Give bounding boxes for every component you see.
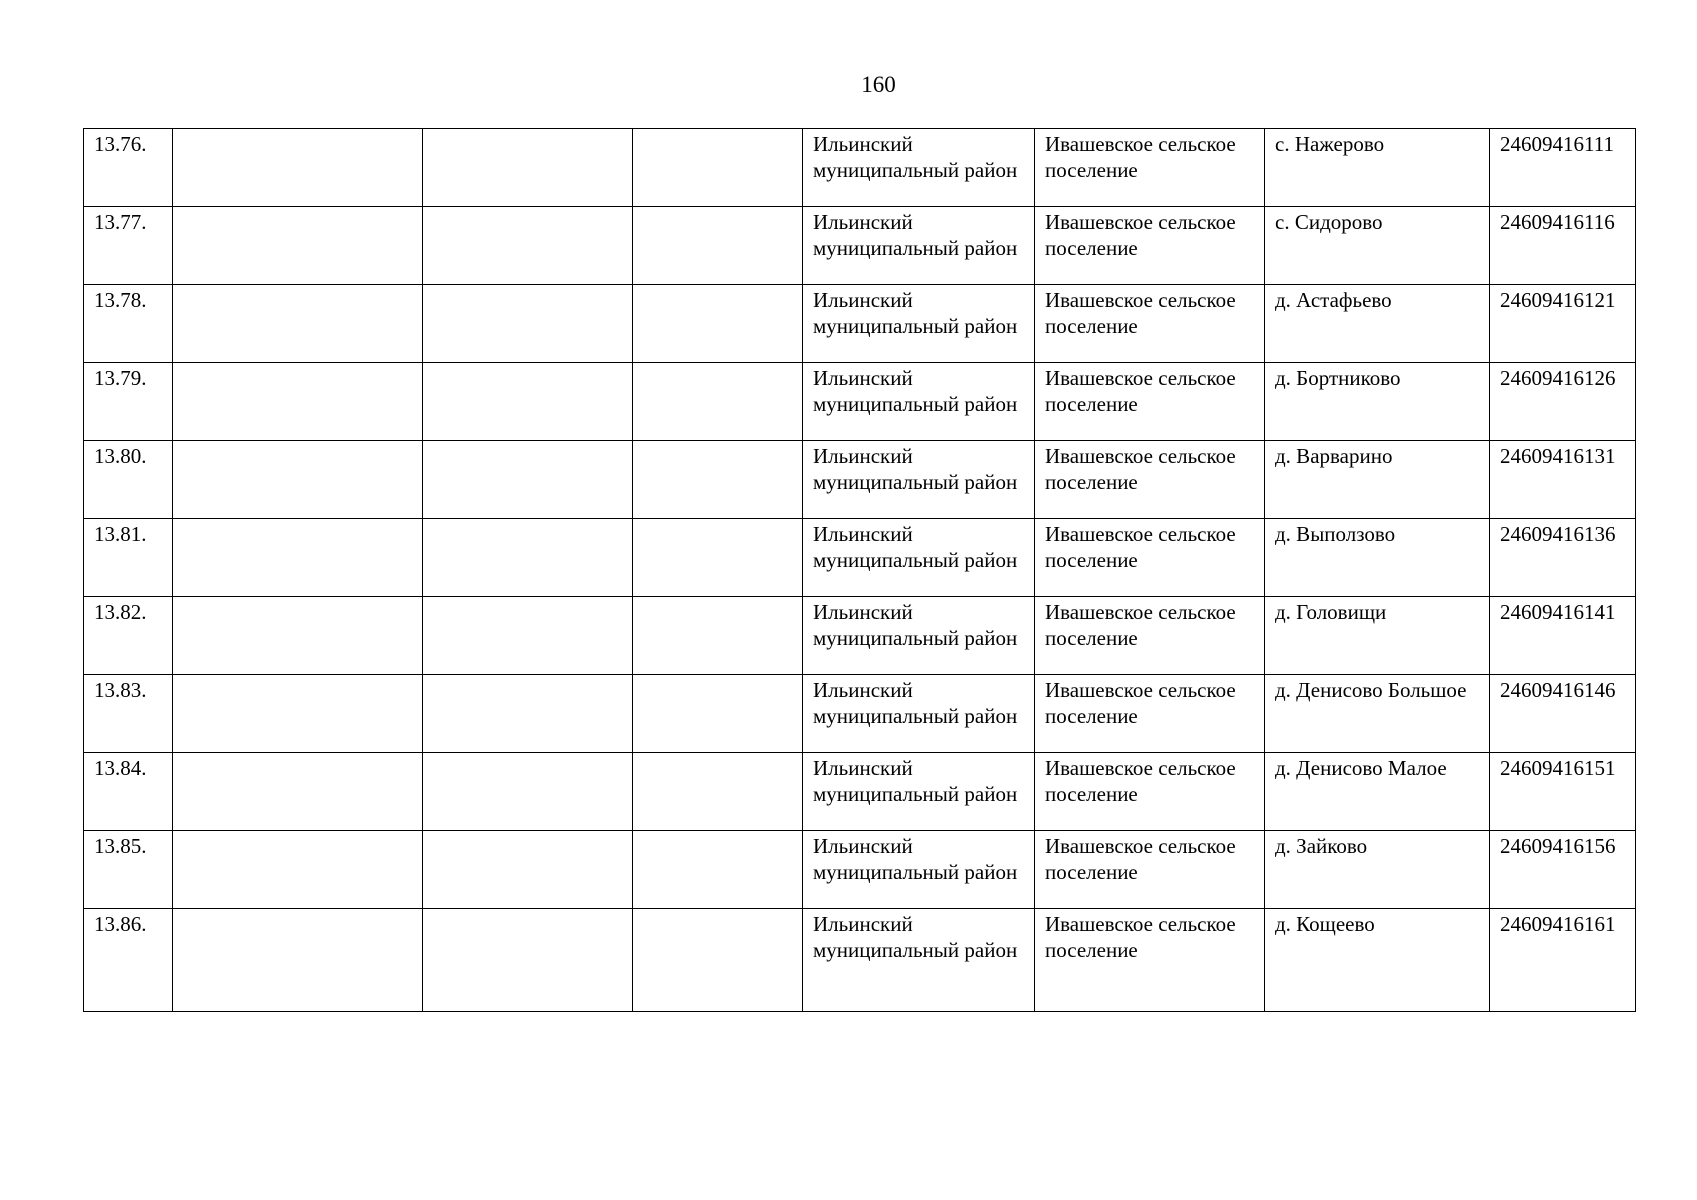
table-row	[84, 129, 1636, 207]
cell-code: 24609416111	[1490, 129, 1636, 207]
table-row	[84, 675, 1636, 753]
table-row	[84, 519, 1636, 597]
cell-empty	[423, 675, 633, 753]
cell-settlement: Ивашевское сельское поселение	[1035, 753, 1265, 831]
cell-locality: д. Астафьево	[1265, 285, 1490, 363]
cell-district: Ильинский муниципальный район	[803, 909, 1035, 1012]
cell-number: 13.86.	[84, 909, 173, 1012]
cell-settlement: Ивашевское сельское поселение	[1035, 519, 1265, 597]
cell-empty	[633, 129, 803, 207]
cell-number: 13.76.	[84, 129, 173, 207]
cell-district: Ильинский муниципальный район	[803, 519, 1035, 597]
cell-empty	[423, 363, 633, 441]
cell-empty	[633, 831, 803, 909]
cell-settlement: Ивашевское сельское поселение	[1035, 831, 1265, 909]
cell-empty	[633, 753, 803, 831]
cell-district: Ильинский муниципальный район	[803, 207, 1035, 285]
table-row	[84, 207, 1636, 285]
register-table	[83, 128, 1636, 1012]
cell-settlement: Ивашевское сельское поселение	[1035, 675, 1265, 753]
cell-code: 24609416146	[1490, 675, 1636, 753]
cell-empty	[173, 285, 423, 363]
cell-empty	[173, 363, 423, 441]
cell-number: 13.77.	[84, 207, 173, 285]
cell-code: 24609416136	[1490, 519, 1636, 597]
cell-code: 24609416161	[1490, 909, 1636, 1012]
cell-empty	[423, 909, 633, 1012]
cell-number: 13.85.	[84, 831, 173, 909]
cell-district: Ильинский муниципальный район	[803, 597, 1035, 675]
cell-empty	[633, 675, 803, 753]
cell-empty	[633, 285, 803, 363]
cell-district: Ильинский муниципальный район	[803, 129, 1035, 207]
cell-empty	[423, 441, 633, 519]
cell-empty	[173, 831, 423, 909]
cell-locality: д. Денисово Большое	[1265, 675, 1490, 753]
cell-number: 13.84.	[84, 753, 173, 831]
cell-locality: д. Варварино	[1265, 441, 1490, 519]
cell-empty	[633, 207, 803, 285]
cell-empty	[173, 675, 423, 753]
cell-code: 24609416131	[1490, 441, 1636, 519]
cell-empty	[173, 129, 423, 207]
cell-settlement: Ивашевское сельское поселение	[1035, 909, 1265, 1012]
cell-empty	[633, 597, 803, 675]
cell-empty	[423, 597, 633, 675]
page-number: 160	[861, 72, 896, 97]
table-row	[84, 753, 1636, 831]
cell-district: Ильинский муниципальный район	[803, 363, 1035, 441]
cell-district: Ильинский муниципальный район	[803, 285, 1035, 363]
cell-empty	[633, 441, 803, 519]
cell-settlement: Ивашевское сельское поселение	[1035, 129, 1265, 207]
cell-empty	[173, 597, 423, 675]
cell-locality: с. Нажерово	[1265, 129, 1490, 207]
cell-empty	[173, 909, 423, 1012]
cell-empty	[633, 519, 803, 597]
cell-empty	[423, 831, 633, 909]
table-row	[84, 831, 1636, 909]
cell-settlement: Ивашевское сельское поселение	[1035, 597, 1265, 675]
cell-empty	[423, 519, 633, 597]
cell-locality: д. Денисово Малое	[1265, 753, 1490, 831]
cell-district: Ильинский муниципальный район	[803, 441, 1035, 519]
cell-district: Ильинский муниципальный район	[803, 831, 1035, 909]
table-row	[84, 441, 1636, 519]
cell-code: 24609416121	[1490, 285, 1636, 363]
cell-empty	[173, 207, 423, 285]
table-row	[84, 285, 1636, 363]
cell-settlement: Ивашевское сельское поселение	[1035, 363, 1265, 441]
cell-locality: д. Выползово	[1265, 519, 1490, 597]
cell-empty	[173, 519, 423, 597]
cell-district: Ильинский муниципальный район	[803, 675, 1035, 753]
cell-number: 13.78.	[84, 285, 173, 363]
cell-empty	[173, 753, 423, 831]
cell-empty	[633, 363, 803, 441]
cell-empty	[173, 441, 423, 519]
cell-settlement: Ивашевское сельское поселение	[1035, 285, 1265, 363]
cell-code: 24609416116	[1490, 207, 1636, 285]
cell-locality: д. Бортниково	[1265, 363, 1490, 441]
table-row	[84, 597, 1636, 675]
cell-settlement: Ивашевское сельское поселение	[1035, 441, 1265, 519]
table-body	[84, 129, 1636, 1012]
cell-empty	[423, 207, 633, 285]
cell-code: 24609416156	[1490, 831, 1636, 909]
cell-settlement: Ивашевское сельское поселение	[1035, 207, 1265, 285]
cell-locality: с. Сидорово	[1265, 207, 1490, 285]
cell-locality: д. Кощеево	[1265, 909, 1490, 1012]
cell-empty	[423, 753, 633, 831]
cell-number: 13.82.	[84, 597, 173, 675]
table-row	[84, 909, 1636, 1012]
cell-code: 24609416126	[1490, 363, 1636, 441]
cell-code: 24609416141	[1490, 597, 1636, 675]
cell-number: 13.79.	[84, 363, 173, 441]
cell-district: Ильинский муниципальный район	[803, 753, 1035, 831]
cell-locality: д. Зайково	[1265, 831, 1490, 909]
cell-number: 13.80.	[84, 441, 173, 519]
cell-locality: д. Головищи	[1265, 597, 1490, 675]
cell-number: 13.83.	[84, 675, 173, 753]
cell-empty	[633, 909, 803, 1012]
cell-empty	[423, 285, 633, 363]
table-row	[84, 363, 1636, 441]
cell-number: 13.81.	[84, 519, 173, 597]
cell-empty	[423, 129, 633, 207]
cell-code: 24609416151	[1490, 753, 1636, 831]
